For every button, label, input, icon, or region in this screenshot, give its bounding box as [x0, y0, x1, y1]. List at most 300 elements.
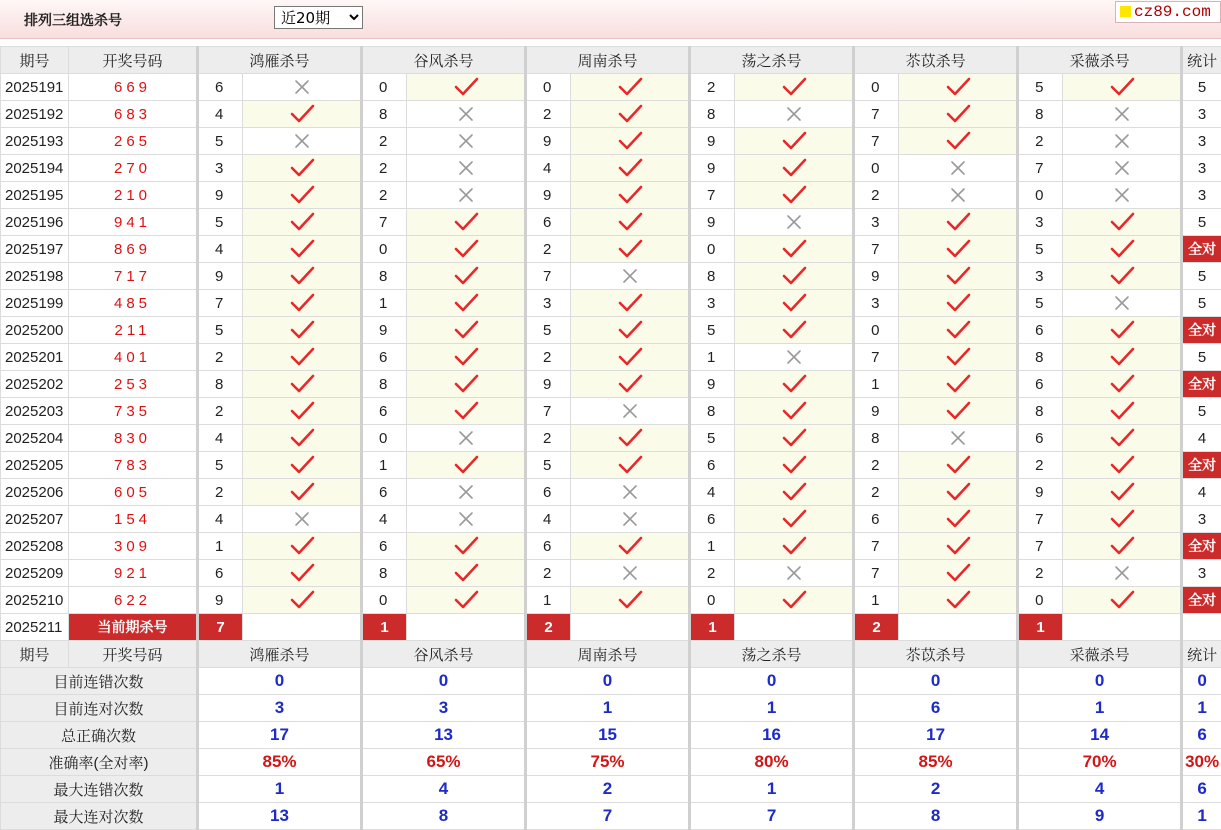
check-icon — [617, 185, 643, 205]
draw-number: 154 — [69, 506, 198, 533]
check-icon — [289, 536, 315, 556]
check-icon — [945, 590, 971, 610]
kill-number: 2 — [526, 344, 571, 371]
table-row — [1, 128, 1221, 155]
kill-number: 6 — [1018, 317, 1063, 344]
result-mark — [571, 452, 690, 479]
cross-icon — [293, 132, 311, 150]
current-kill-number: 1 — [362, 614, 407, 641]
result-mark — [243, 425, 362, 452]
kill-number: 9 — [854, 398, 899, 425]
result-mark — [243, 317, 362, 344]
check-icon — [1109, 239, 1135, 259]
result-mark — [1063, 425, 1182, 452]
kill-number: 0 — [362, 74, 407, 101]
check-icon — [453, 563, 479, 583]
kill-number: 8 — [362, 263, 407, 290]
current-kill-label: 当前期杀号 — [69, 614, 198, 641]
stats-value: 75% — [526, 749, 690, 776]
stats-value: 6 — [854, 695, 1018, 722]
current-kill-number: 2 — [854, 614, 899, 641]
check-icon — [1109, 77, 1135, 97]
check-icon — [617, 428, 643, 448]
issue-cell: 2025205 — [1, 452, 69, 479]
stats-value: 2 — [526, 776, 690, 803]
draw-number: 622 — [69, 587, 198, 614]
check-icon — [945, 131, 971, 151]
result-mark — [899, 506, 1018, 533]
table-row — [1, 155, 1221, 182]
check-icon — [781, 482, 807, 502]
header-expert: 谷风杀号 — [362, 47, 526, 74]
logo-text: cz89.com — [1134, 3, 1211, 21]
result-mark — [243, 506, 362, 533]
check-icon — [945, 77, 971, 97]
kill-number: 5 — [198, 128, 243, 155]
result-mark — [1063, 506, 1182, 533]
all-correct-badge: 全对 — [1182, 533, 1221, 560]
stats-value: 65% — [362, 749, 526, 776]
issue-cell: 2025196 — [1, 209, 69, 236]
result-mark — [1063, 344, 1182, 371]
stats-count: 6 — [1182, 776, 1221, 803]
cross-icon — [457, 483, 475, 501]
kill-number: 9 — [526, 371, 571, 398]
table-row — [1, 506, 1221, 533]
result-mark — [1063, 533, 1182, 560]
table-row — [1, 587, 1221, 614]
stats-value: 1 — [198, 776, 362, 803]
kill-number: 0 — [362, 236, 407, 263]
count-cell: 4 — [1182, 479, 1221, 506]
result-mark — [899, 371, 1018, 398]
result-mark — [243, 182, 362, 209]
table-row — [1, 209, 1221, 236]
result-mark — [571, 128, 690, 155]
kill-number: 8 — [362, 560, 407, 587]
check-icon — [617, 104, 643, 124]
check-icon — [945, 239, 971, 259]
cross-icon — [949, 429, 967, 447]
check-icon — [781, 374, 807, 394]
count-cell: 3 — [1182, 560, 1221, 587]
empty-cell — [899, 614, 1018, 641]
kill-number: 6 — [198, 74, 243, 101]
check-icon — [1109, 590, 1135, 610]
kill-number: 5 — [690, 317, 735, 344]
current-kill-number: 1 — [1018, 614, 1063, 641]
stats-row — [1, 695, 1221, 722]
result-mark — [1063, 74, 1182, 101]
check-icon — [1109, 455, 1135, 475]
check-icon — [617, 590, 643, 610]
header-count: 统计 — [1182, 47, 1221, 74]
result-mark — [1063, 209, 1182, 236]
result-mark — [899, 101, 1018, 128]
table-row — [1, 479, 1221, 506]
cross-icon — [785, 213, 803, 231]
empty-cell — [571, 614, 690, 641]
check-icon — [1109, 347, 1135, 367]
check-icon — [1109, 509, 1135, 529]
kill-number: 2 — [854, 182, 899, 209]
current-kill-number: 2 — [526, 614, 571, 641]
draw-number: 401 — [69, 344, 198, 371]
check-icon — [617, 239, 643, 259]
result-mark — [243, 209, 362, 236]
stats-value: 9 — [1018, 803, 1182, 830]
stats-value: 17 — [854, 722, 1018, 749]
kill-number: 6 — [1018, 425, 1063, 452]
kill-number: 7 — [362, 209, 407, 236]
cross-icon — [621, 402, 639, 420]
result-mark — [1063, 317, 1182, 344]
result-mark — [571, 74, 690, 101]
result-mark — [407, 425, 526, 452]
kill-number: 6 — [526, 533, 571, 560]
result-mark — [735, 587, 854, 614]
check-icon — [945, 509, 971, 529]
count-cell: 5 — [1182, 263, 1221, 290]
kill-number: 3 — [198, 155, 243, 182]
issue-cell: 2025193 — [1, 128, 69, 155]
stats-count: 0 — [1182, 668, 1221, 695]
check-icon — [1109, 536, 1135, 556]
header-draw: 开奖号码 — [69, 641, 198, 668]
cross-icon — [621, 267, 639, 285]
stats-value: 13 — [198, 803, 362, 830]
check-icon — [617, 374, 643, 394]
check-icon — [289, 401, 315, 421]
kill-number: 2 — [526, 425, 571, 452]
kill-number: 2 — [690, 560, 735, 587]
header-issue: 期号 — [1, 641, 69, 668]
stats-label: 最大连对次数 — [1, 803, 198, 830]
kill-number: 8 — [690, 101, 735, 128]
kill-number: 6 — [1018, 371, 1063, 398]
check-icon — [781, 455, 807, 475]
kill-number: 5 — [198, 452, 243, 479]
result-mark — [735, 479, 854, 506]
page-title: 排列三组选杀号 — [24, 10, 122, 30]
stats-count: 30% — [1182, 749, 1221, 776]
header-expert: 荡之杀号 — [690, 641, 854, 668]
logo-square-icon — [1120, 6, 1131, 17]
stats-value: 70% — [1018, 749, 1182, 776]
check-icon — [617, 212, 643, 232]
stats-value: 7 — [690, 803, 854, 830]
check-icon — [1109, 212, 1135, 232]
stats-label: 最大连错次数 — [1, 776, 198, 803]
result-mark — [899, 290, 1018, 317]
result-mark — [735, 263, 854, 290]
kill-number: 2 — [526, 236, 571, 263]
check-icon — [289, 266, 315, 286]
kill-number: 2 — [526, 560, 571, 587]
check-icon — [289, 293, 315, 313]
stats-value: 7 — [526, 803, 690, 830]
result-mark — [243, 560, 362, 587]
issue-cell: 2025203 — [1, 398, 69, 425]
stats-label: 准确率(全对率) — [1, 749, 198, 776]
result-mark — [407, 182, 526, 209]
stats-value: 0 — [1018, 668, 1182, 695]
result-mark — [735, 74, 854, 101]
table-row — [1, 452, 1221, 479]
draw-number: 605 — [69, 479, 198, 506]
result-mark — [735, 506, 854, 533]
header-issue: 期号 — [1, 47, 69, 74]
header-expert: 采薇杀号 — [1018, 641, 1182, 668]
result-mark — [1063, 263, 1182, 290]
result-mark — [571, 236, 690, 263]
cross-icon — [785, 348, 803, 366]
result-mark — [571, 398, 690, 425]
check-icon — [945, 104, 971, 124]
kill-number: 1 — [362, 290, 407, 317]
check-icon — [453, 212, 479, 232]
result-mark — [243, 344, 362, 371]
cross-icon — [1113, 186, 1131, 204]
kill-number: 0 — [854, 317, 899, 344]
result-mark — [407, 209, 526, 236]
result-mark — [899, 74, 1018, 101]
result-mark — [243, 236, 362, 263]
kill-number: 2 — [198, 398, 243, 425]
kill-number: 0 — [362, 425, 407, 452]
cross-icon — [457, 429, 475, 447]
check-icon — [945, 320, 971, 340]
kill-number: 0 — [854, 155, 899, 182]
issue-cell: 2025194 — [1, 155, 69, 182]
result-mark — [407, 452, 526, 479]
check-icon — [945, 293, 971, 313]
check-icon — [945, 266, 971, 286]
kill-number: 9 — [690, 128, 735, 155]
empty-cell — [1182, 614, 1221, 641]
kill-number: 6 — [362, 344, 407, 371]
stats-label: 目前连错次数 — [1, 668, 198, 695]
kill-number: 5 — [526, 317, 571, 344]
kill-number: 2 — [362, 128, 407, 155]
draw-number: 735 — [69, 398, 198, 425]
check-icon — [1109, 428, 1135, 448]
kill-number: 8 — [690, 263, 735, 290]
check-icon — [945, 401, 971, 421]
check-icon — [1109, 320, 1135, 340]
result-mark — [735, 182, 854, 209]
table-row — [1, 290, 1221, 317]
kill-number: 8 — [198, 371, 243, 398]
check-icon — [945, 563, 971, 583]
stats-value: 14 — [1018, 722, 1182, 749]
kill-number: 4 — [198, 101, 243, 128]
stats-count: 1 — [1182, 695, 1221, 722]
current-issue: 2025211 — [1, 614, 69, 641]
result-mark — [899, 398, 1018, 425]
result-mark — [899, 425, 1018, 452]
result-mark — [735, 425, 854, 452]
current-kill-number: 7 — [198, 614, 243, 641]
stats-value: 3 — [198, 695, 362, 722]
header-expert: 谷风杀号 — [362, 641, 526, 668]
kill-number: 7 — [690, 182, 735, 209]
result-mark — [735, 209, 854, 236]
draw-number: 485 — [69, 290, 198, 317]
result-mark — [899, 560, 1018, 587]
check-icon — [1109, 401, 1135, 421]
kill-number: 9 — [198, 587, 243, 614]
kill-number: 7 — [198, 290, 243, 317]
kill-number: 8 — [1018, 344, 1063, 371]
result-mark — [243, 263, 362, 290]
check-icon — [617, 455, 643, 475]
header-expert: 苶苡杀号 — [854, 641, 1018, 668]
result-mark — [407, 317, 526, 344]
count-cell: 3 — [1182, 155, 1221, 182]
kill-number: 6 — [526, 479, 571, 506]
check-icon — [453, 347, 479, 367]
kill-number: 7 — [1018, 533, 1063, 560]
stats-value: 1 — [1018, 695, 1182, 722]
kill-number: 0 — [690, 236, 735, 263]
check-icon — [945, 347, 971, 367]
result-mark — [407, 371, 526, 398]
draw-number: 921 — [69, 560, 198, 587]
kill-number: 9 — [198, 263, 243, 290]
kill-number: 9 — [362, 317, 407, 344]
kill-number-table — [0, 46, 1221, 830]
kill-number: 4 — [690, 479, 735, 506]
column-header-row — [1, 47, 1221, 74]
kill-number: 1 — [854, 371, 899, 398]
header-count: 统计 — [1182, 641, 1221, 668]
result-mark — [1063, 182, 1182, 209]
kill-number: 8 — [1018, 101, 1063, 128]
cross-icon — [457, 510, 475, 528]
empty-cell — [1063, 614, 1182, 641]
all-correct-badge: 全对 — [1182, 587, 1221, 614]
count-cell: 3 — [1182, 182, 1221, 209]
cross-icon — [293, 510, 311, 528]
site-logo[interactable] — [1115, 1, 1221, 23]
result-mark — [735, 128, 854, 155]
result-mark — [735, 452, 854, 479]
kill-number: 2 — [1018, 560, 1063, 587]
result-mark — [243, 479, 362, 506]
result-mark — [571, 587, 690, 614]
result-mark — [735, 371, 854, 398]
kill-number: 2 — [690, 74, 735, 101]
kill-number: 2 — [362, 182, 407, 209]
result-mark — [407, 290, 526, 317]
result-mark — [735, 236, 854, 263]
issue-cell: 2025191 — [1, 74, 69, 101]
issue-cell: 2025201 — [1, 344, 69, 371]
count-cell: 5 — [1182, 398, 1221, 425]
check-icon — [453, 455, 479, 475]
cross-icon — [293, 78, 311, 96]
draw-number: 669 — [69, 74, 198, 101]
kill-number: 4 — [198, 236, 243, 263]
check-icon — [453, 239, 479, 259]
result-mark — [407, 101, 526, 128]
cross-icon — [621, 564, 639, 582]
check-icon — [945, 455, 971, 475]
kill-number: 7 — [854, 101, 899, 128]
result-mark — [243, 128, 362, 155]
table-row — [1, 101, 1221, 128]
stats-label: 总正确次数 — [1, 722, 198, 749]
result-mark — [1063, 290, 1182, 317]
issue-cell: 2025207 — [1, 506, 69, 533]
stats-value: 8 — [362, 803, 526, 830]
check-icon — [289, 347, 315, 367]
kill-number: 7 — [1018, 155, 1063, 182]
result-mark — [571, 155, 690, 182]
check-icon — [781, 428, 807, 448]
kill-number: 3 — [1018, 209, 1063, 236]
stats-value: 0 — [690, 668, 854, 695]
kill-number: 3 — [526, 290, 571, 317]
kill-number: 6 — [854, 506, 899, 533]
result-mark — [407, 398, 526, 425]
check-icon — [289, 455, 315, 475]
column-header-row — [1, 641, 1221, 668]
stats-value: 13 — [362, 722, 526, 749]
check-icon — [289, 563, 315, 583]
result-mark — [243, 155, 362, 182]
kill-number: 2 — [1018, 128, 1063, 155]
period-select[interactable] — [274, 6, 363, 29]
kill-number: 9 — [690, 155, 735, 182]
kill-number: 5 — [198, 209, 243, 236]
empty-cell — [407, 614, 526, 641]
kill-number: 6 — [526, 209, 571, 236]
table-row — [1, 236, 1221, 263]
check-icon — [289, 158, 315, 178]
check-icon — [945, 374, 971, 394]
result-mark — [243, 74, 362, 101]
cross-icon — [949, 186, 967, 204]
result-mark — [899, 344, 1018, 371]
issue-cell: 2025192 — [1, 101, 69, 128]
kill-number: 9 — [526, 128, 571, 155]
table-row — [1, 74, 1221, 101]
stats-value: 15 — [526, 722, 690, 749]
result-mark — [243, 398, 362, 425]
result-mark — [735, 317, 854, 344]
kill-number: 4 — [526, 506, 571, 533]
result-mark — [735, 290, 854, 317]
table-row — [1, 425, 1221, 452]
check-icon — [781, 77, 807, 97]
draw-number: 265 — [69, 128, 198, 155]
kill-number: 6 — [198, 560, 243, 587]
check-icon — [289, 320, 315, 340]
check-icon — [453, 374, 479, 394]
result-mark — [1063, 155, 1182, 182]
result-mark — [571, 101, 690, 128]
count-cell: 3 — [1182, 128, 1221, 155]
check-icon — [453, 293, 479, 313]
result-mark — [735, 560, 854, 587]
kill-number: 0 — [1018, 182, 1063, 209]
issue-cell: 2025200 — [1, 317, 69, 344]
kill-number: 6 — [690, 452, 735, 479]
stats-row — [1, 803, 1221, 830]
current-kill-number: 1 — [690, 614, 735, 641]
